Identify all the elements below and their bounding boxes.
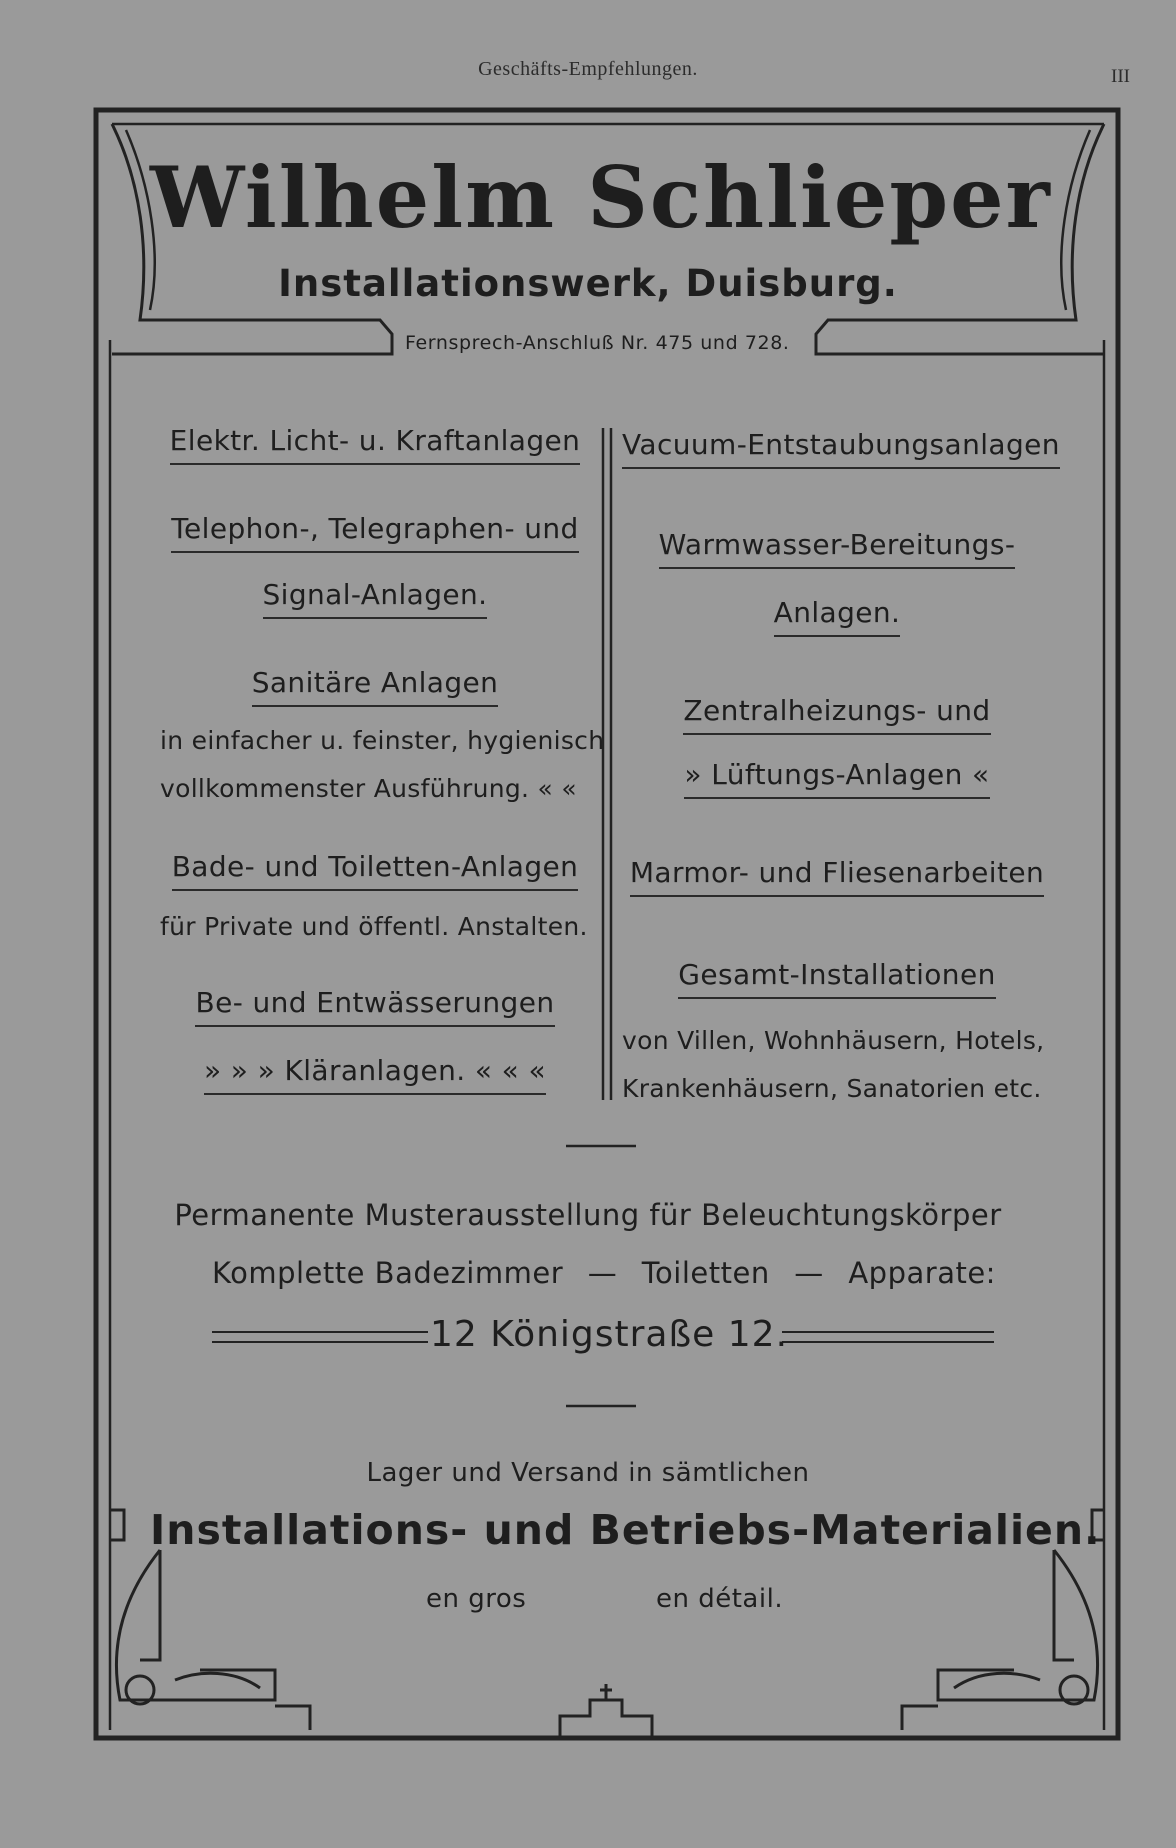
right-item-heating-title-2: » Lüftungs-Anlagen « — [684, 758, 989, 799]
right-item-warmwater-title-1: Warmwasser-Bereitungs- — [659, 528, 1016, 569]
right-item-marble — [622, 856, 1052, 897]
right-item-warmwater — [622, 528, 1052, 569]
exhibition-toilets: Toiletten — [641, 1256, 770, 1290]
left-item-sanitary-title: Sanitäre Anlagen — [252, 666, 499, 707]
supply-retail: en détail. — [656, 1584, 784, 1614]
left-item-telephone-title-2: Signal-Anlagen. — [263, 578, 488, 619]
running-head: Geschäfts-Empfehlungen. — [478, 58, 698, 80]
left-item-electric-title: Elektr. Licht- u. Kraftanlagen — [170, 424, 581, 465]
left-item-telephone-2 — [160, 578, 590, 619]
supply-wholesale: en gros — [426, 1584, 527, 1614]
exhibition-dash-1: — — [587, 1256, 618, 1290]
right-item-complete-desc-2: Krankenhäusern, Sanatorien etc. — [622, 1074, 1042, 1103]
phone-numbers: Fernsprech-Anschluß Nr. 475 und 728. — [405, 332, 790, 354]
right-item-heating-2 — [622, 758, 1052, 799]
exhibition-address: 12 Königstraße 12. — [430, 1314, 789, 1355]
left-item-bath-desc: für Private und öffentl. Anstalten. — [160, 912, 588, 941]
right-item-vacuum-title: Vacuum-Entstaubungsanlagen — [622, 428, 1060, 469]
left-item-sanitary — [160, 666, 590, 707]
left-item-drainage-title-1: Be- und Entwässerungen — [195, 986, 554, 1027]
supply-line-1: Lager und Versand in sämtlichen — [366, 1458, 810, 1488]
exhibition-line-1: Permanente Musterausstellung für Beleuchtungskörper — [174, 1198, 1002, 1232]
right-item-complete — [622, 958, 1052, 999]
right-item-heating-title-1: Zentralheizungs- und — [683, 694, 990, 735]
supply-line-2: Installations- und Betriebs-Materialien. — [150, 1506, 1101, 1554]
left-item-bath — [160, 850, 590, 891]
right-item-marble-title: Marmor- und Fliesenarbeiten — [630, 856, 1044, 897]
right-item-warmwater-title-2: Anlagen. — [774, 596, 901, 637]
left-item-bath-title: Bade- und Toiletten-Anlagen — [172, 850, 579, 891]
right-item-vacuum — [622, 428, 1060, 469]
right-item-heating — [622, 694, 1052, 735]
left-item-sanitary-desc-2: vollkommenster Ausführung. « « — [160, 774, 577, 803]
exhibition-line-2 — [212, 1256, 996, 1290]
left-item-electric — [160, 424, 590, 465]
page-number: III — [1111, 66, 1130, 87]
left-item-drainage — [160, 986, 590, 1027]
exhibition-apparatus: Apparate: — [848, 1256, 996, 1290]
left-item-sanitary-desc-1: in einfacher u. feinster, hygienisch — [160, 726, 605, 755]
left-item-drainage-title-2: » » » Kläranlagen. « « « — [204, 1054, 546, 1095]
right-item-complete-desc-1: von Villen, Wohnhäusern, Hotels, — [622, 1026, 1045, 1055]
left-item-drainage-2 — [160, 1054, 590, 1095]
right-item-warmwater-2 — [622, 596, 1052, 637]
right-item-complete-title: Gesamt-Installationen — [678, 958, 995, 999]
firm-subtitle: Installationswerk, Duisburg. — [278, 262, 898, 305]
left-item-telephone-title-1: Telephon-, Telegraphen- und — [171, 512, 578, 553]
firm-name: Wilhelm Schlieper — [150, 148, 1052, 247]
exhibition-bathrooms: Komplette Badezimmer — [212, 1256, 564, 1290]
left-item-telephone — [160, 512, 590, 553]
exhibition-dash-2: — — [794, 1256, 824, 1290]
